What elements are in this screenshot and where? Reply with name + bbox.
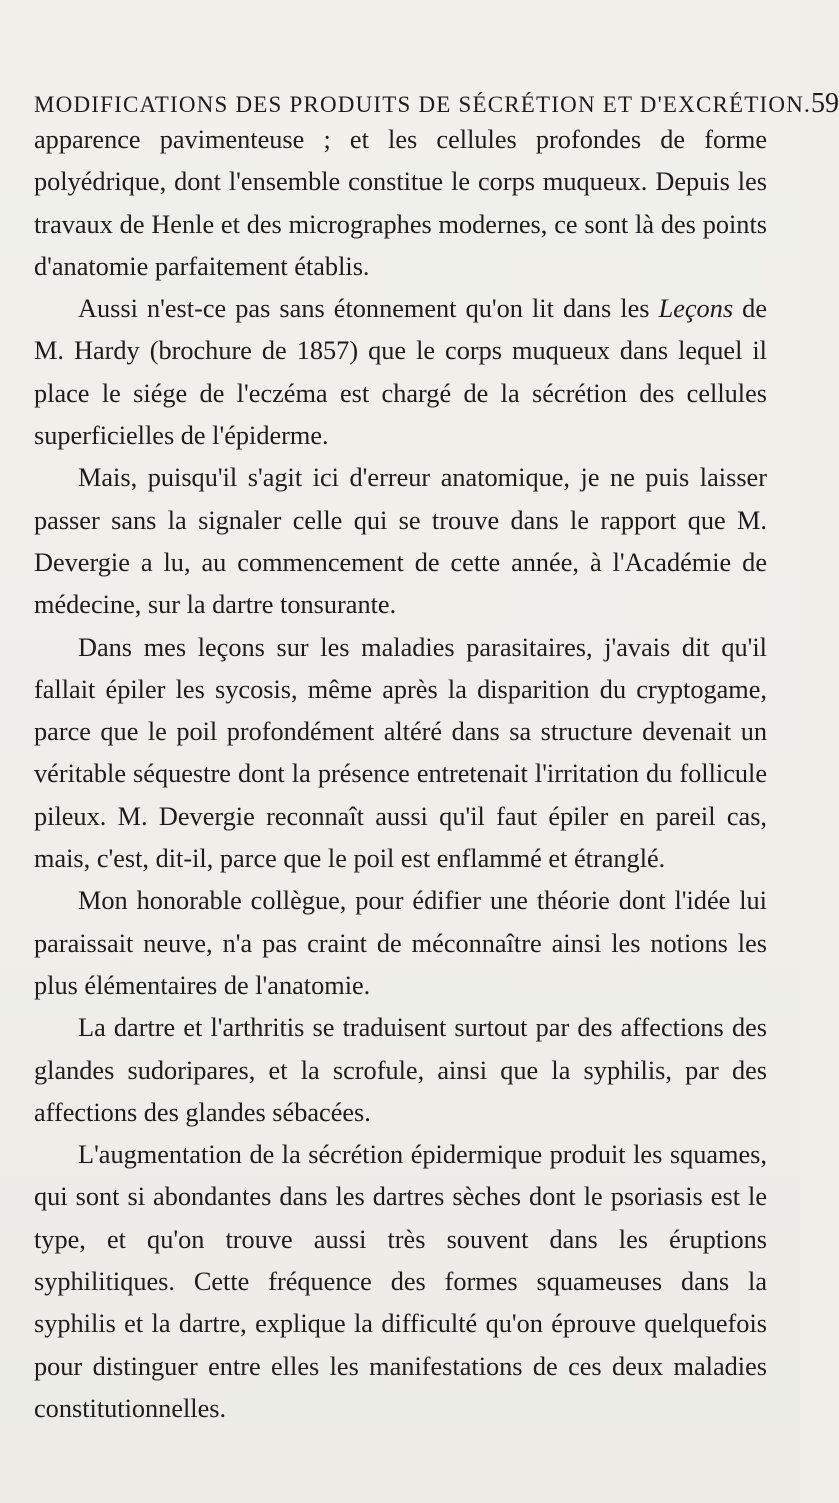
paragraph-4: Dans mes leçons sur les maladies parasitaires, j'avais dit qu'il fallait épiler les sycosis, même après la disparition du cryptogame, parce que le poil profondément altéré dans sa structure devenait un véritable séquestre dont la présence entretenait l'irritation du follicule pileux. M. Devergie reconnaît aussi qu'il faut épiler en pareil cas, mais, c'est, dit-il, parce que le poil est enflammé et étranglé. (34, 632, 767, 874)
paragraph-2-start: Aussi n'est-ce pas sans étonnement qu'on lit dans les (78, 294, 659, 324)
paragraph-1: apparence pavimenteuse ; et les cellules profondes de forme polyédrique, dont l'ensemble constitue le corps muqueux. Depuis les travaux de Henle et des micrographes modernes, ce sont là des points d'anatomie parfaitement établis. (34, 125, 767, 281)
paragraph-5: Mon honorable collègue, pour édifier une théorie dont l'idée lui paraissait neuve, n'a pas craint de méconnaître ainsi les notions les plus élémentaires de l'anatomie. (34, 886, 767, 1000)
paragraph-3: Mais, puisqu'il s'agit ici d'erreur anatomique, je ne puis laisser passer sans la signaler celle qui se trouve dans le rapport que M. Devergie a lu, au commencement de cette année, à l'Académie de médecine, sur la dartre tonsurante. (34, 463, 767, 620)
paragraph-7: L'augmentation de la sécrétion épidermique produit les squames, qui sont si abondantes dans les dartres sèches dont le psoriasis est le type, et qu'on trouve aussi très souvent dans les éruptions syphilitiques. Cette fréquence des formes squameuses dans la syphilis et la dartre, explique la difficulté qu'on éprouve quelquefois pour distinguer entre elles les manifestations de ces deux maladies constitutionnelles. (34, 1140, 767, 1423)
page-number: 59 (810, 88, 839, 119)
paragraph-2-end: de M. Hardy (brochure de 1857) que le corps muqueux dans lequel il place le siége de l'eczéma est chargé de la sécrétion des cellules superficielles de l'épiderme. (34, 294, 767, 451)
running-header (34, 88, 839, 120)
running-title: MODIFICATIONS DES PRODUITS DE SÉCRÉTION ET D'EXCRÉTION. (34, 92, 811, 117)
paragraph-2 (34, 288, 767, 457)
italic-title-lecons: Leçons (658, 294, 734, 324)
body-text (34, 119, 767, 1430)
paragraph-6: La dartre et l'arthritis se traduisent surtout par des affections des glandes sudoripares, et la scrofule, ainsi que la syphilis, par des affections des glandes sébacées. (34, 1013, 767, 1127)
